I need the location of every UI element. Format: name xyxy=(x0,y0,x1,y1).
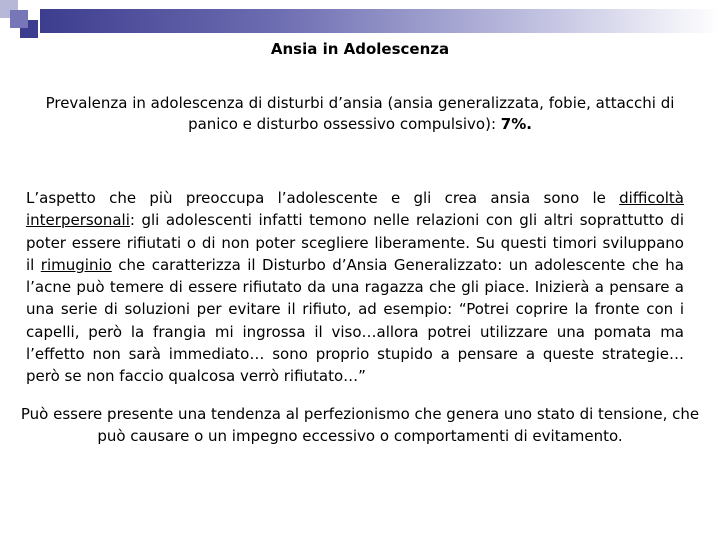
gradient-bar xyxy=(40,9,720,33)
underlined-term: difficoltà interpersonali xyxy=(26,189,684,230)
underlined-term: rimuginio xyxy=(40,255,112,274)
prevalence-value: 7%. xyxy=(500,115,532,133)
header-banner xyxy=(0,0,720,45)
paragraph-text: L’aspetto che più preoccupa l’adolescente e gli crea ansia sono le xyxy=(26,189,620,207)
prevalence-paragraph xyxy=(22,93,698,135)
paragraph-text: che caratterizza il Disturbo d’Ansia Generalizzato: un adolescente che ha l’acne può temere di essere rifiutato da una ragazza che gli piace. Inizierà a pensare a una serie di soluzioni per evitare il rifiuto, ad esempio: “Potrei coprire la fronte con i capelli, però la frangia mi ingrossa il viso…allora potrei utilizzare una pomata ma l’effetto non sarà immediato… sono proprio stupido a pensare a queste strategie… però se non faccio qualcosa verrò rifiutato…” xyxy=(26,255,684,386)
decorative-square xyxy=(10,10,28,28)
page-title: Ansia in Adolescenza xyxy=(270,40,450,58)
closing-paragraph: Può essere presente una tendenza al perfezionismo che genera uno stato di tensione, che può causare o un impegno eccessivo o comportamenti di evitamento. xyxy=(20,405,700,445)
prevalence-text: Prevalenza in adolescenza di disturbi d’ansia (ansia generalizzata, fobie, attacchi di panico e disturbo ossessivo compulsivo): xyxy=(45,94,675,133)
paragraph-text: : gli adolescenti infatti temono nelle relazioni con gli altri soprattutto di poter essere rifiutati o di non poter scegliere liberamente. Su questi timori sviluppano il xyxy=(26,211,684,274)
main-paragraph xyxy=(26,187,684,388)
